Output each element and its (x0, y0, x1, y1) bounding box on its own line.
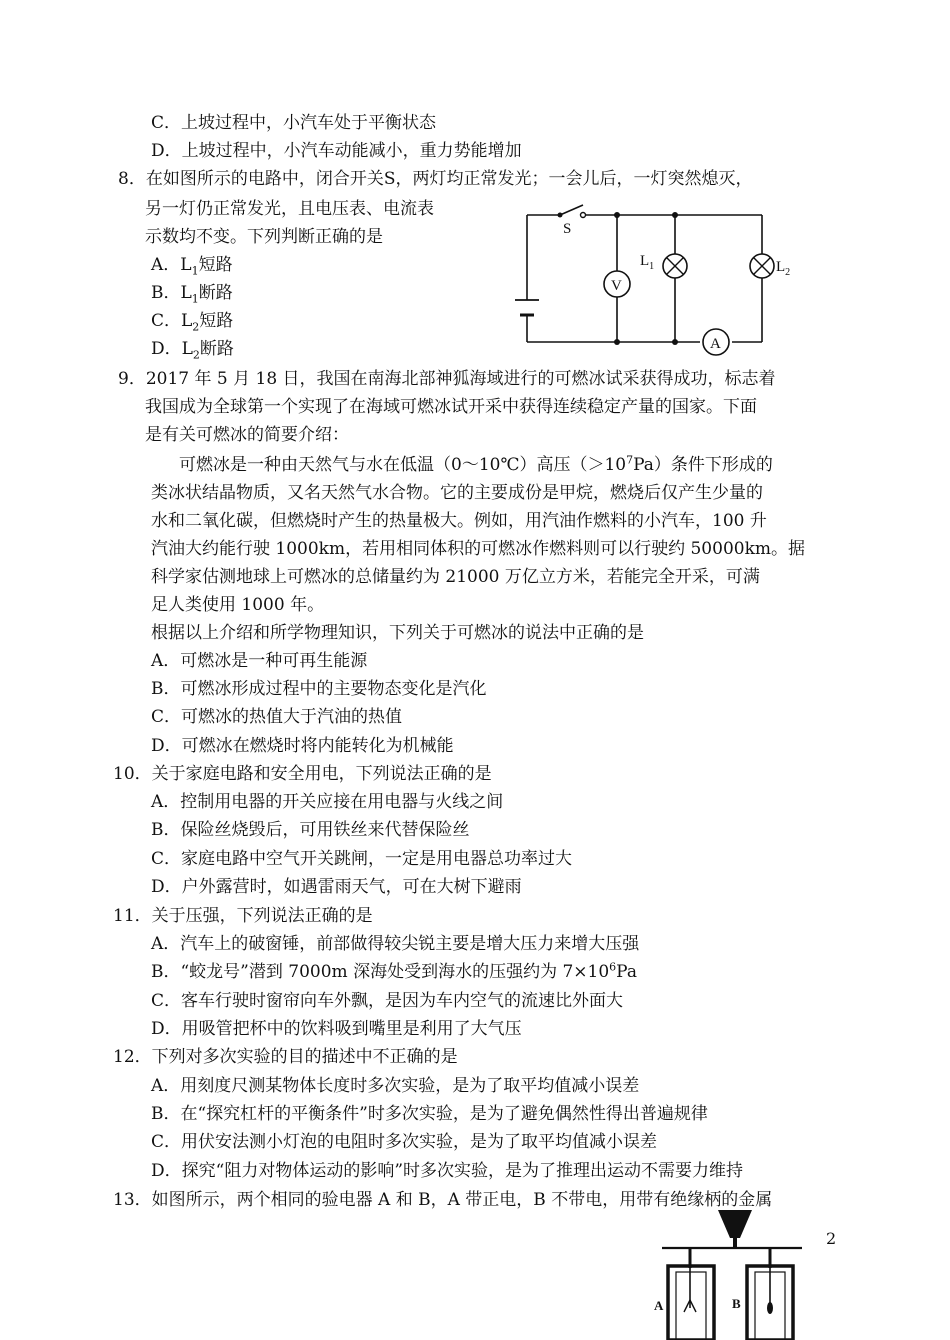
q13-stem: 13．如图所示，两个相同的验电器 A 和 B，A 带正电，B 不带电，用带有绝缘柄的金属 (113, 1190, 773, 1210)
q11-option-c: C．客车行驶时窗帘向车外飘，是因为车内空气的流速比外面大 (151, 991, 624, 1011)
lamp-l1-symbol (663, 254, 687, 278)
q7-option-d: D．上坡过程中，小汽车动能减小，重力势能增加 (151, 141, 522, 161)
ammeter-label: A (710, 336, 721, 352)
q9-passage-line-2: 类冰状结晶物质，又名天然气水合物。它的主要成份是甲烷，燃烧后仅产生少量的 (151, 483, 763, 503)
switch-contact-right (581, 213, 586, 218)
electroscope-a (668, 1248, 714, 1340)
insulating-handle (718, 1210, 752, 1238)
switch-contact-left (558, 213, 563, 218)
q11-stem: 11．关于压强，下列说法正确的是 (113, 906, 373, 926)
electroscope-b-label: B (732, 1296, 741, 1311)
q10-option-a: A．控制用电器的开关应接在用电器与火线之间 (151, 792, 504, 812)
q9-option-b: B．可燃冰形成过程中的主要物态变化是汽化 (151, 679, 487, 699)
q12-option-a: A．用刻度尺测某物体长度时多次实验，是为了取平均值减小误差 (151, 1076, 640, 1096)
q9-passage-line-6: 足人类使用 1000 年。 (151, 595, 325, 615)
q9-passage-line-3: 水和二氧化碳，但燃烧时产生的热量极大。例如，用汽油作燃料的小汽车，100 升 (151, 511, 767, 531)
electroscope-a-label: A (654, 1298, 664, 1313)
lamp-l2-symbol (750, 254, 774, 278)
q9-passage-line-1: 可燃冰是一种由天然气与水在低温（0～10℃）高压$(>10^7Pa)$条件下形成的 (179, 453, 773, 475)
junction-dot (672, 339, 678, 345)
switch-label: S (563, 221, 572, 237)
q9-option-d: D．可燃冰在燃烧时将内能转化为机械能 (151, 736, 454, 756)
q12-option-c: C．用伏安法测小灯泡的电阻时多次实验，是为了取平均值减小误差 (151, 1132, 658, 1152)
q8-option-d: D．$L_2$断路 (151, 339, 234, 362)
q8-stem-line-2: 另一灯仍正常发光，且电压表、电流表 (145, 199, 434, 219)
voltmeter-label: V (611, 278, 622, 294)
q8-option-c: C．$L_2$短路 (151, 311, 234, 334)
q8-stem-line-3: 示数均不变。下列判断正确的是 (145, 227, 383, 247)
q12-option-d: D．探究“阻力对物体运动的影响”时多次实验，是为了推理出运动不需要力维持 (151, 1161, 744, 1181)
q11-option-d: D．用吸管把杯中的饮料吸到嘴里是利用了大气压 (151, 1019, 522, 1039)
q8-option-a: A．$L_1$短路 (151, 255, 233, 278)
lamp-l1-label: $L_1$ (640, 253, 655, 272)
q10-stem: 10．关于家庭电路和安全用电，下列说法正确的是 (113, 764, 492, 784)
junction-dot (614, 212, 620, 218)
electroscope-b (747, 1248, 793, 1340)
q8-stem-line-1: 8．在如图所示的电路中，闭合开关S，两灯均正常发光；一会儿后，一灯突然熄灭， (118, 169, 753, 189)
q9-stem-line-1: 9．2017 年 5 月 18 日，我国在南海北部神狐海域进行的可燃冰试采获得成功，标志着 (118, 369, 776, 389)
q9-stem-line-2: 我国成为全球第一个实现了在海域可燃冰试开采中获得连续稳定产量的国家。下面 (145, 397, 757, 417)
page-number: 2 (826, 1229, 837, 1248)
q9-stem-line-3: 是有关可燃冰的简要介绍： (145, 425, 349, 445)
junction-dot (672, 212, 678, 218)
q7-option-c: C．上坡过程中，小汽车处于平衡状态 (151, 113, 437, 133)
q8-circuit-diagram (500, 195, 810, 360)
q9-passage-line-5: 科学家估测地球上可燃冰的总储量约为 21000 万亿立方米，若能完全开采，可满 (151, 567, 760, 587)
q11-option-b: B．“蛟龙号”潜到 7000m 深海处受到海水的压强约为 $7\times 10^6Pa$ (151, 960, 637, 982)
q9-passage-line-4: 汽油大约能行驶 1000km，若用相同体积的可燃冰作燃料则可以行驶约 50000km。据 (151, 539, 805, 559)
battery-symbol (515, 300, 539, 315)
q9-option-a: A．可燃冰是一种可再生能源 (151, 651, 368, 671)
q12-stem: 12．下列对多次实验的目的描述中不正确的是 (113, 1047, 458, 1067)
q10-option-c: C．家庭电路中空气开关跳闸，一定是用电器总功率过大 (151, 849, 573, 869)
q8-option-b: B．$L_1$断路 (151, 283, 233, 306)
q11-option-a: A．汽车上的破窗锤，前部做得较尖锐主要是增大压力来增大压强 (151, 934, 640, 954)
lamp-l2-label: $L_2$ (776, 259, 791, 278)
q9-question: 根据以上介绍和所学物理知识，下列关于可燃冰的说法中正确的是 (151, 623, 644, 643)
junction-dot (614, 339, 620, 345)
q9-option-c: C．可燃冰的热值大于汽油的热值 (151, 707, 403, 727)
q10-option-b: B．保险丝烧毁后，可用铁丝来代替保险丝 (151, 820, 470, 840)
q13-electroscope-figure (640, 1208, 820, 1340)
q12-option-b: B．在“探究杠杆的平衡条件”时多次实验，是为了避免偶然性得出普遍规律 (151, 1104, 708, 1124)
q10-option-d: D．户外露营时，如遇雷雨天气，可在大树下避雨 (151, 877, 522, 897)
